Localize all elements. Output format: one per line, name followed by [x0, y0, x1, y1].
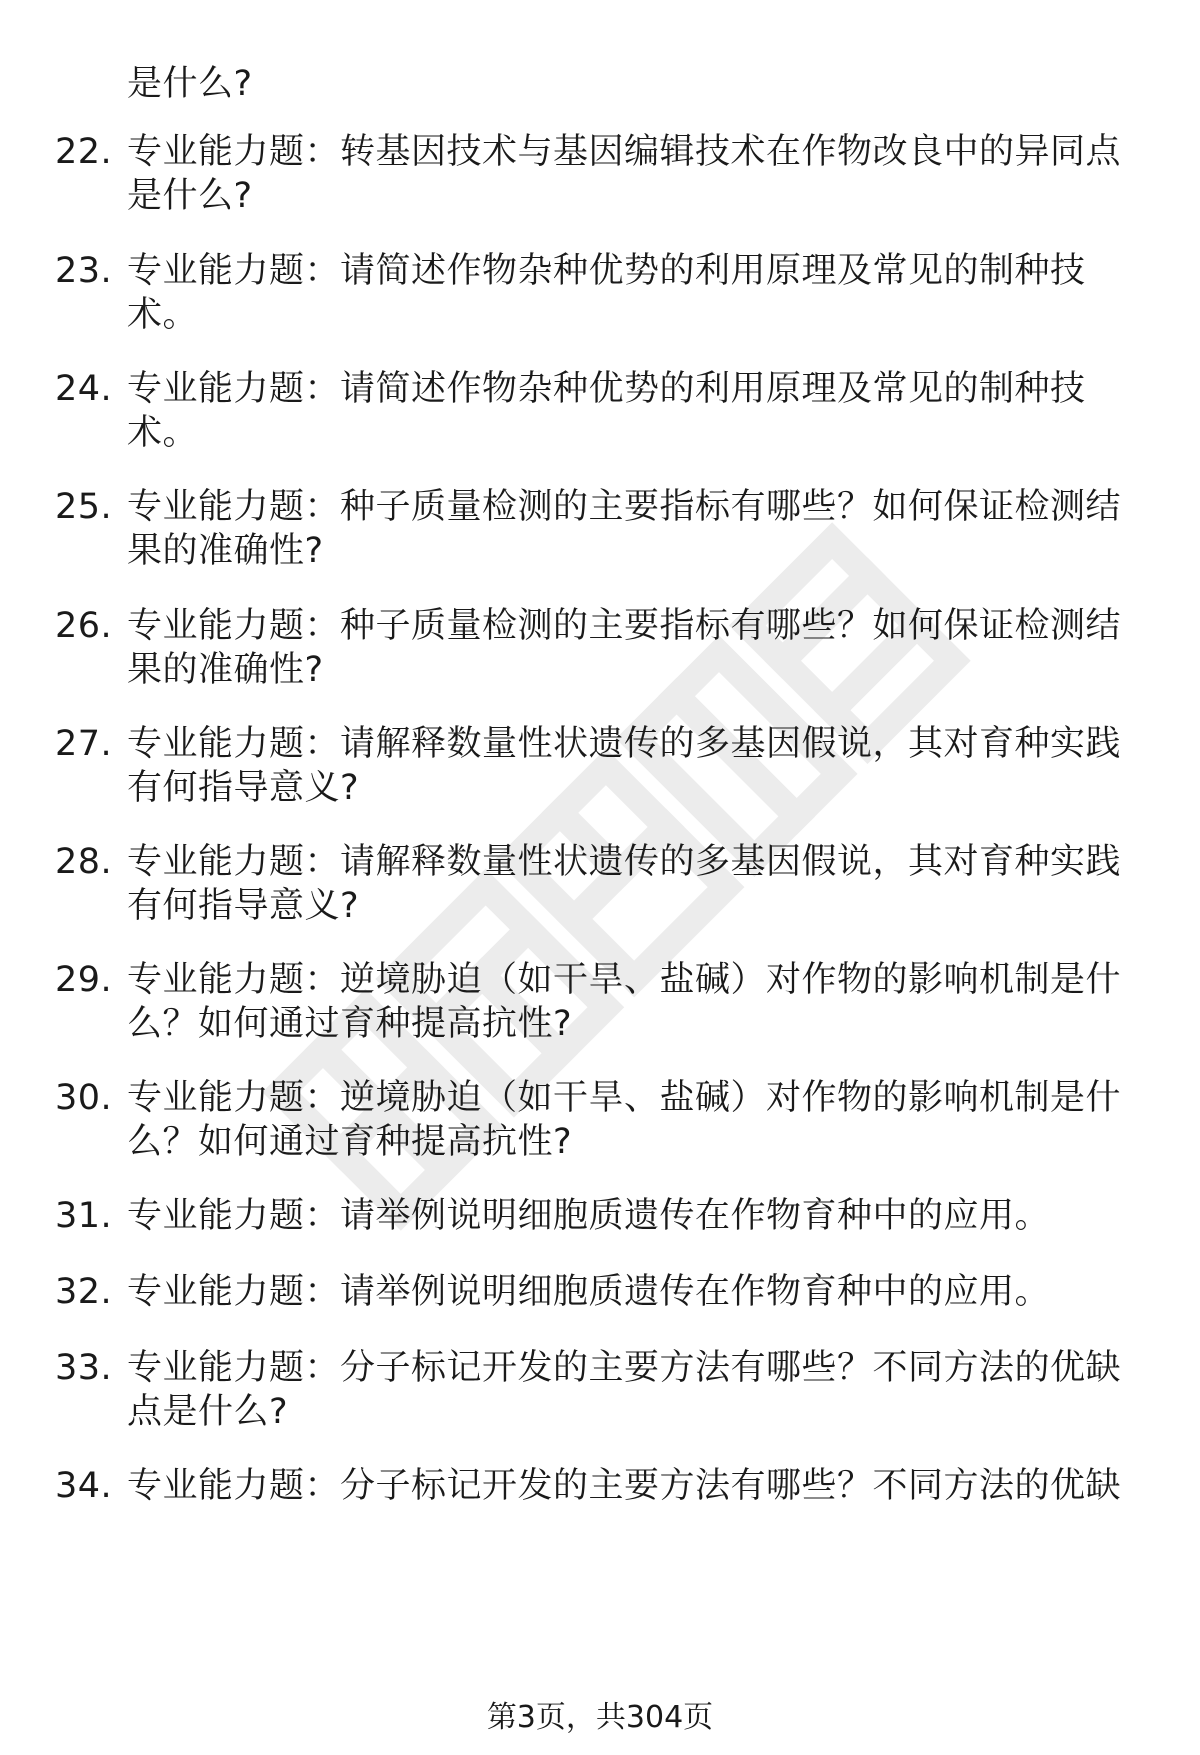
question-number: 31. — [55, 1196, 113, 1236]
question-line: 么？如何通过育种提高抗性? — [127, 1122, 573, 1162]
question-number: 27. — [55, 724, 113, 764]
question-line: 专业能力题：请举例说明细胞质遗传在作物育种中的应用。 — [127, 1196, 1051, 1236]
question-number: 24. — [55, 369, 113, 409]
question-line: 专业能力题：种子质量检测的主要指标有哪些？如何保证检测结 — [127, 606, 1122, 646]
question-line: 有何指导意义? — [127, 768, 360, 808]
question-line: 果的准确性? — [127, 650, 324, 690]
question-line: 专业能力题：种子质量检测的主要指标有哪些？如何保证检测结 — [127, 487, 1122, 527]
question-body — [127, 367, 1152, 455]
question-body — [127, 1194, 1152, 1238]
question-line: 是什么? — [127, 64, 253, 104]
question-number: 23. — [55, 251, 113, 291]
question-line: 专业能力题：请解释数量性状遗传的多基因假说，其对育种实践 — [127, 842, 1122, 882]
question-body — [127, 840, 1152, 928]
question-body — [127, 62, 1152, 106]
question-line: 专业能力题：请简述作物杂种优势的利用原理及常见的制种技 — [127, 369, 1086, 409]
question-line: 点是什么? — [127, 1392, 289, 1432]
page-number-footer: 第3页，共304页 — [486, 1700, 714, 1735]
question-line: 果的准确性? — [127, 531, 324, 571]
question-line: 专业能力题：分子标记开发的主要方法有哪些？不同方法的优缺 — [127, 1348, 1122, 1388]
question-body — [127, 1270, 1152, 1314]
question-number: 34. — [55, 1466, 113, 1506]
question-body — [127, 958, 1152, 1046]
question-body — [127, 130, 1152, 218]
question-number: 25. — [55, 487, 113, 527]
question-line: 专业能力题：请举例说明细胞质遗传在作物育种中的应用。 — [127, 1272, 1051, 1312]
question-line: 专业能力题：逆境胁迫（如干旱、盐碱）对作物的影响机制是什 — [127, 960, 1122, 1000]
question-body — [127, 1346, 1152, 1434]
question-body — [127, 722, 1152, 810]
question-number: 30. — [55, 1078, 113, 1118]
question-number: 32. — [55, 1272, 113, 1312]
question-line: 是什么? — [127, 176, 253, 216]
question-number: 26. — [55, 606, 113, 646]
question-line: 么？如何通过育种提高抗性? — [127, 1004, 573, 1044]
question-body — [127, 485, 1152, 573]
question-line: 有何指导意义? — [127, 886, 360, 926]
question-number: 28. — [55, 842, 113, 882]
question-line: 术。 — [127, 295, 199, 335]
question-number: 33. — [55, 1348, 113, 1388]
question-body — [127, 249, 1152, 337]
question-number: 29. — [55, 960, 113, 1000]
question-line: 术。 — [127, 413, 199, 453]
question-body — [127, 1464, 1152, 1508]
question-line: 专业能力题：分子标记开发的主要方法有哪些？不同方法的优缺 — [127, 1466, 1122, 1506]
question-body — [127, 604, 1152, 692]
question-line: 专业能力题：逆境胁迫（如干旱、盐碱）对作物的影响机制是什 — [127, 1078, 1122, 1118]
question-body — [127, 1076, 1152, 1164]
question-number: 22. — [55, 132, 113, 172]
question-line: 专业能力题：转基因技术与基因编辑技术在作物改良中的异同点 — [127, 132, 1122, 172]
question-line: 专业能力题：请简述作物杂种优势的利用原理及常见的制种技 — [127, 251, 1086, 291]
question-line: 专业能力题：请解释数量性状遗传的多基因假说，其对育种实践 — [127, 724, 1122, 764]
